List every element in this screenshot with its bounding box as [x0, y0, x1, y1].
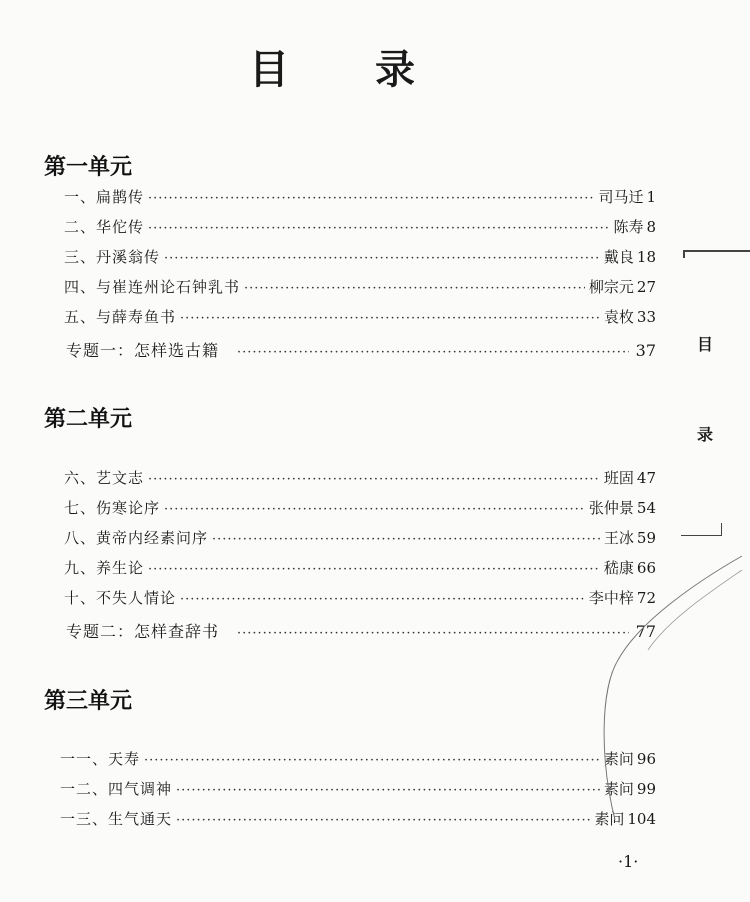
entry-page: 37 [635, 341, 656, 360]
entry-author: 戴良 [603, 248, 634, 266]
unit-heading-2: 第二单元 [44, 407, 133, 432]
entry-author: 素问 [594, 810, 625, 828]
entry-page: 18 [636, 248, 656, 266]
entry-label: 三、丹溪翁传 [64, 248, 161, 266]
entry-author: 司马迁 [598, 188, 644, 206]
entry-label: 二、华佗传 [64, 218, 145, 236]
entry-label: 五、与薛寿鱼书 [64, 308, 177, 326]
entry-page: 27 [636, 278, 656, 296]
entry-page: 54 [636, 499, 656, 517]
entry-label: 九、养生论 [64, 559, 145, 577]
entry-label: 一、扁鹊传 [64, 188, 145, 206]
entry-label: 八、黄帝内经素问序 [64, 529, 209, 547]
entry-author: 李中梓 [588, 589, 634, 607]
entry-label: 六、艺文志 [64, 469, 145, 487]
unit-heading-1: 第一单元 [44, 155, 133, 180]
unit-heading-3: 第三单元 [44, 689, 133, 714]
entry-label: 专题一：怎样选古籍 [66, 341, 220, 360]
entry-label: 一三、生气通天 [60, 810, 173, 828]
entry-author: 嵇康 [603, 559, 634, 577]
entry-author: 袁枚 [603, 308, 634, 326]
entry-label: 十、不失人情论 [64, 589, 177, 607]
entry-author: 陈寿 [613, 218, 644, 236]
entry-label: 专题二：怎样查辞书 [66, 622, 220, 641]
entry-label: 四、与崔连州论石钟乳书 [64, 278, 241, 296]
entry-page: 66 [636, 559, 656, 577]
entry-author: 班固 [603, 469, 634, 487]
entry-author: 素问 [603, 750, 634, 768]
entry-page: 33 [636, 308, 656, 326]
entry-author: 柳宗元 [588, 278, 634, 296]
entry-author: 王冰 [603, 529, 634, 547]
side-tab-char-1: 目 [697, 335, 714, 354]
page-number: ·1· [618, 852, 639, 871]
entry-label: 一二、四气调神 [60, 780, 173, 798]
entry-label: 七、伤寒论序 [64, 499, 161, 517]
entry-page: 59 [636, 529, 656, 547]
entry-author: 张仲景 [588, 499, 634, 517]
entry-page: 99 [636, 780, 656, 798]
entry-page: 77 [635, 622, 656, 641]
entry-page: 8 [646, 218, 656, 236]
entry-page: 47 [636, 469, 656, 487]
page-title: 目 录 [249, 47, 451, 93]
entry-page: 1 [646, 188, 656, 206]
entry-author: 素问 [603, 780, 634, 798]
entry-page: 72 [636, 589, 656, 607]
entry-label: 一一、天寿 [60, 750, 141, 768]
entry-page: 96 [636, 750, 656, 768]
entry-page: 104 [627, 810, 656, 828]
side-tab-char-2: 录 [697, 425, 714, 444]
